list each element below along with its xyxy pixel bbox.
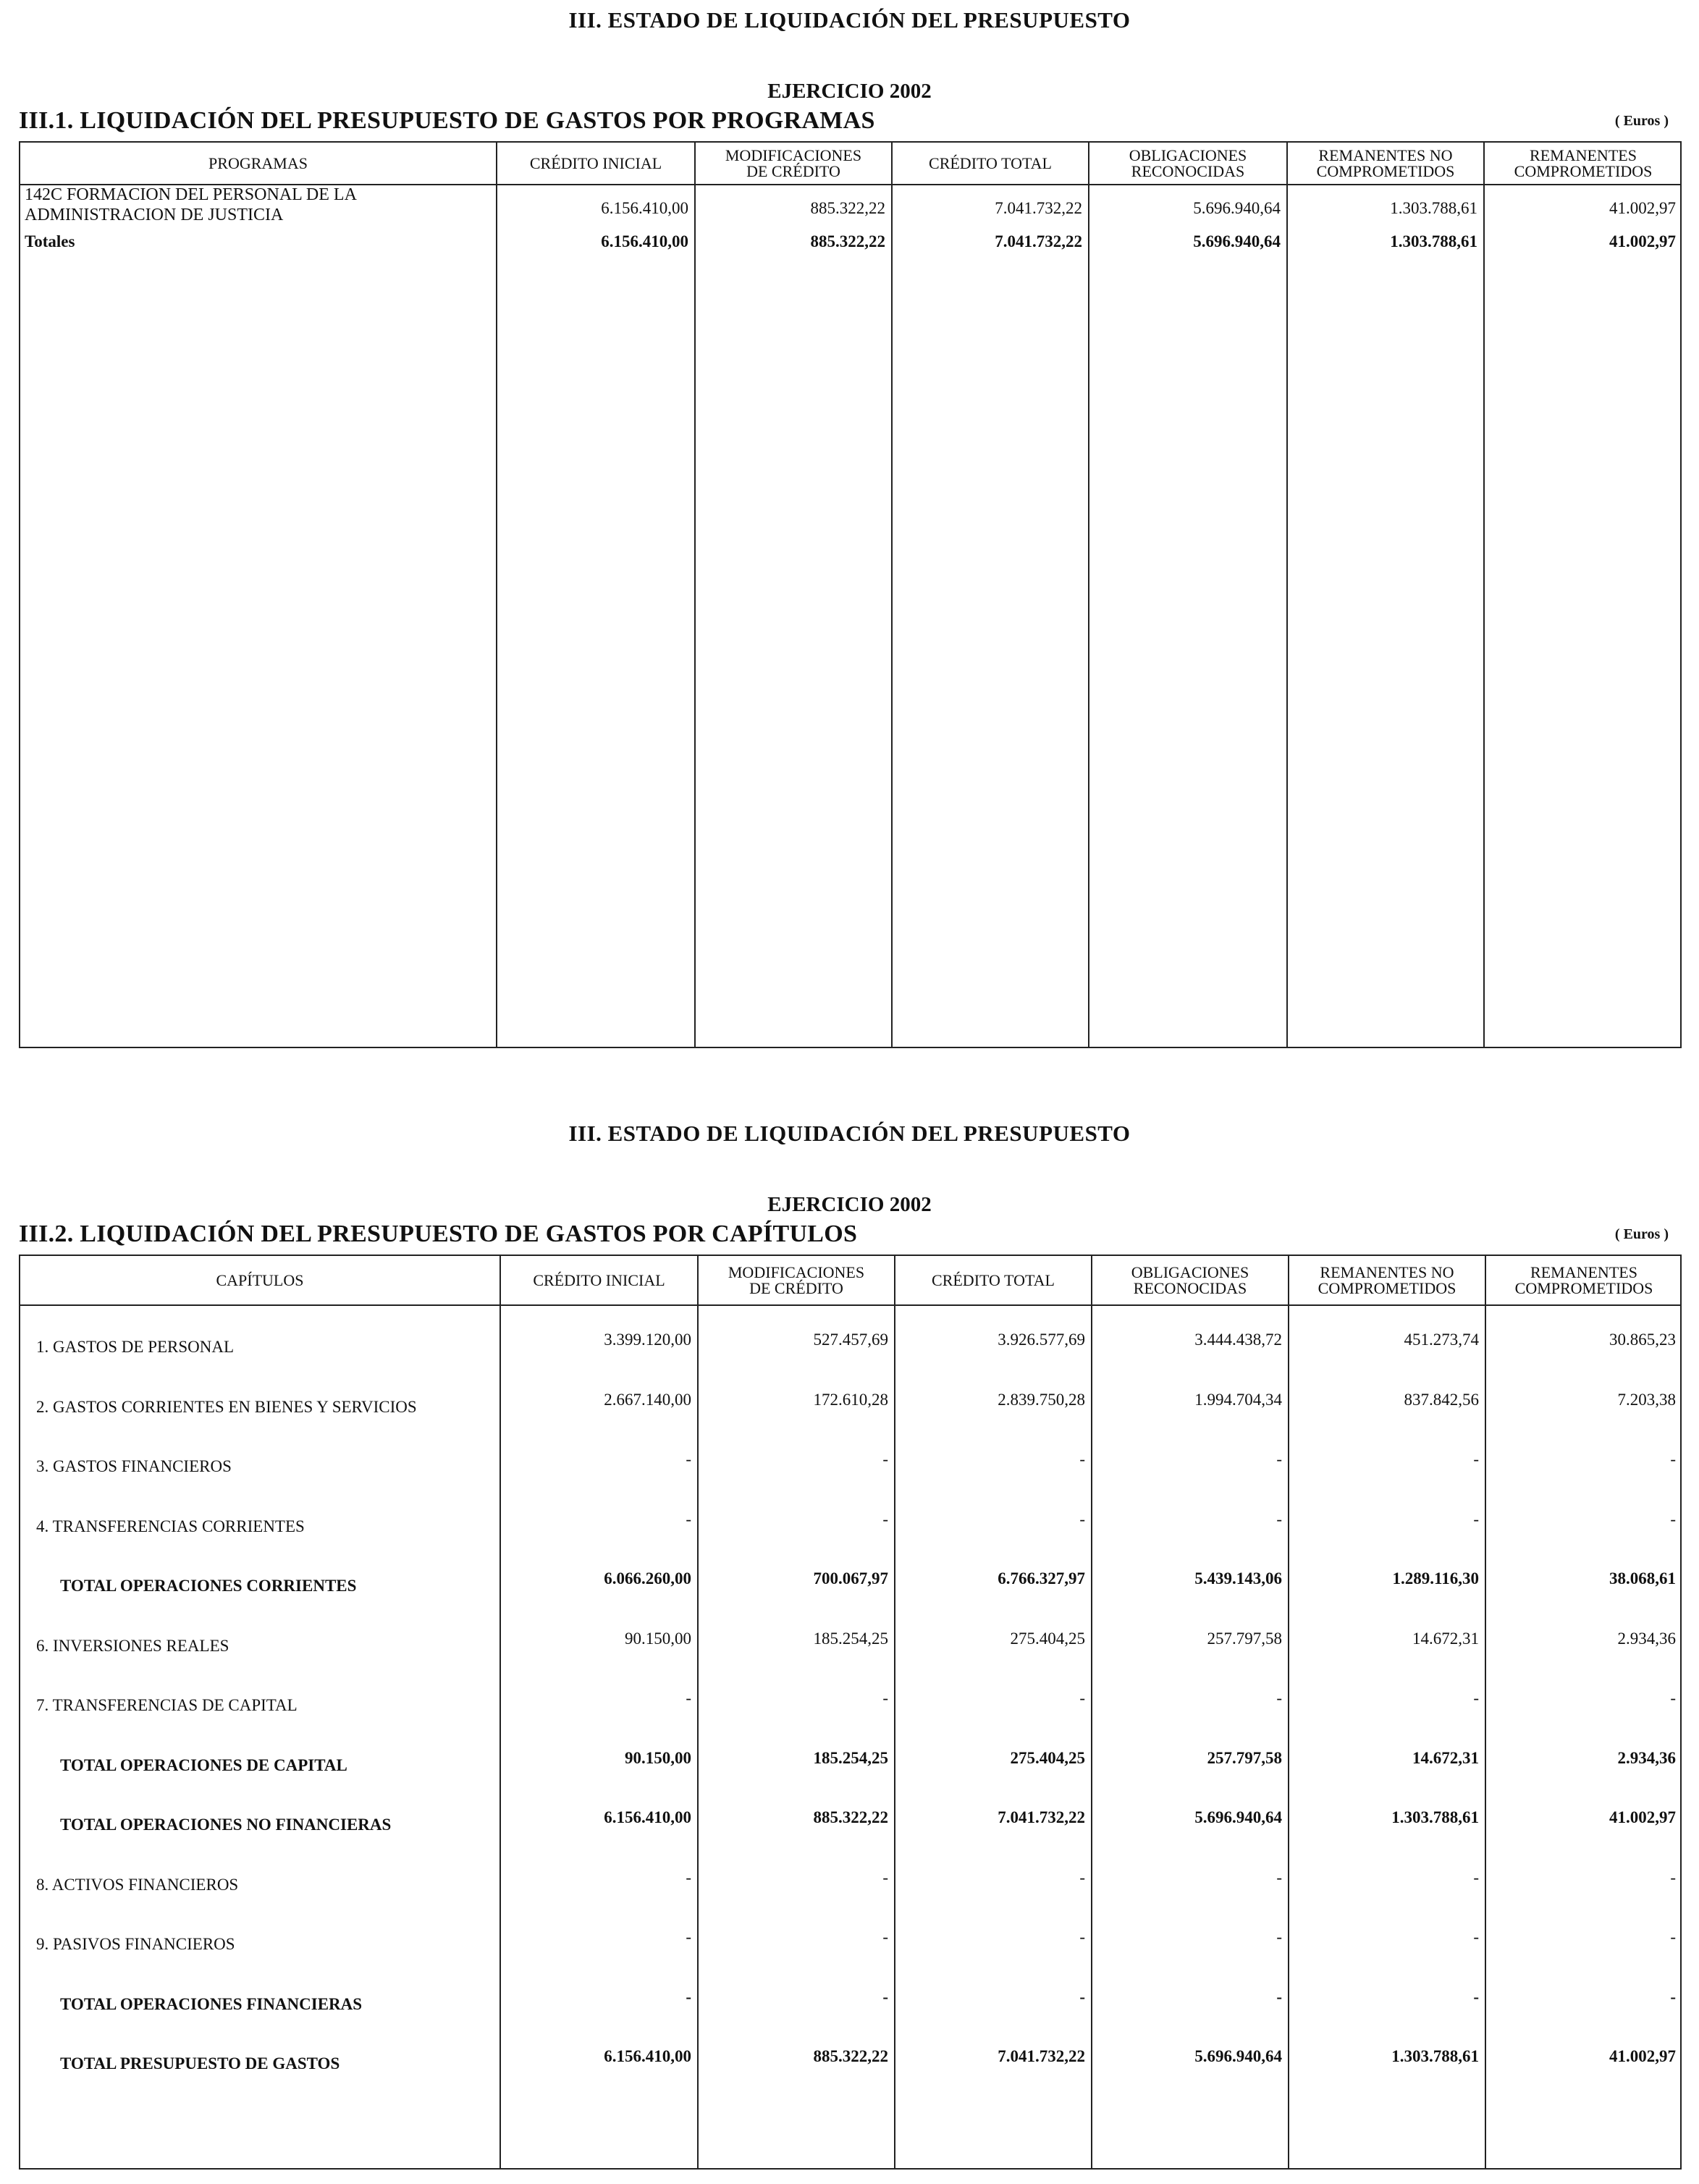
- header-modificaciones: MODIFICACIONES DE CRÉDITO: [728, 1262, 865, 1297]
- section2-main-title: III. ESTADO DE LIQUIDACIÓN DEL PRESUPUESTO: [568, 1121, 1131, 1146]
- cell-value: -: [1670, 1928, 1676, 1946]
- programas-table: [19, 141, 1682, 1048]
- table-row-label: 3. GASTOS FINANCIEROS: [36, 1457, 232, 1475]
- header-modificaciones: MODIFICACIONES DE CRÉDITO: [725, 146, 862, 180]
- cell-value: -: [1473, 1450, 1479, 1468]
- section1-main-title: III. ESTADO DE LIQUIDACIÓN DEL PRESUPUESTO: [568, 7, 1131, 33]
- cell-value: 2.667.140,00: [604, 1390, 691, 1409]
- section2-title: III.2. LIQUIDACIÓN DEL PRESUPUESTO DE GASTOS POR CAPÍTULOS: [19, 1220, 858, 1247]
- cell-value: 3.399.120,00: [604, 1331, 691, 1349]
- cell-value: 3.444.438,72: [1194, 1331, 1282, 1349]
- cell-value: 1.994.704,34: [1194, 1390, 1282, 1409]
- cell-value: -: [1473, 1868, 1479, 1886]
- section2-year: EJERCICIO 2002: [767, 1193, 932, 1216]
- cell-value: -: [1670, 1987, 1676, 2006]
- cell-value: -: [882, 1689, 888, 1707]
- cell-value: 5.696.940,64: [1194, 2047, 1282, 2065]
- row-label-line: ADMINISTRACION DE JUSTICIA: [25, 206, 284, 224]
- cell-value: 275.404,25: [1010, 1748, 1085, 1767]
- cell-value: 185.254,25: [813, 1629, 888, 1648]
- cell-value: 2.839.750,28: [998, 1390, 1085, 1409]
- cell-value: -: [686, 1868, 691, 1886]
- cell-value: -: [1473, 1928, 1479, 1946]
- cell-value: 3.926.577,69: [998, 1331, 1085, 1349]
- cell-value: -: [1079, 1689, 1085, 1707]
- cell-value: 185.254,25: [813, 1748, 888, 1767]
- cell-value: 41.002,97: [1609, 199, 1676, 217]
- cell-value: -: [686, 1987, 691, 2006]
- cell-value: -: [1670, 1509, 1676, 1528]
- cell-value: 700.067,97: [813, 1569, 888, 1588]
- cell-value: -: [1079, 1450, 1085, 1468]
- cell-value: 41.002,97: [1609, 2047, 1676, 2065]
- header-capitulos: CAPÍTULOS: [216, 1270, 304, 1289]
- table-row-label: 2. GASTOS CORRIENTES EN BIENES Y SERVICIOS: [36, 1397, 417, 1416]
- cell-value: -: [1079, 1987, 1085, 2006]
- cell-value: 885.322,22: [810, 232, 885, 250]
- table-row-label: 4. TRANSFERENCIAS CORRIENTES: [36, 1517, 305, 1535]
- cell-value: 257.797,58: [1207, 1629, 1282, 1648]
- cell-value: 14.672,31: [1412, 1629, 1479, 1648]
- header-credito-inicial: CRÉDITO INICIAL: [533, 1270, 665, 1289]
- cell-value: -: [1276, 1689, 1282, 1707]
- cell-value: 7.041.732,22: [998, 2047, 1085, 2065]
- table-row-label: 9. PASIVOS FINANCIEROS: [36, 1935, 235, 1953]
- cell-value: 14.672,31: [1412, 1748, 1479, 1767]
- cell-value: 6.066.260,00: [604, 1569, 691, 1588]
- cell-value: 172.610,28: [813, 1390, 888, 1409]
- cell-value: -: [1079, 1509, 1085, 1528]
- cell-value: 1.289.116,30: [1392, 1569, 1479, 1588]
- header-credito-inicial: CRÉDITO INICIAL: [529, 153, 662, 172]
- cell-value: -: [882, 1509, 888, 1528]
- header-remanentes: REMANENTES COMPROMETIDOS: [1514, 1262, 1653, 1297]
- cell-value: -: [1670, 1450, 1676, 1468]
- cell-value: -: [686, 1928, 691, 1946]
- header-obligaciones: OBLIGACIONES RECONOCIDAS: [1131, 1262, 1249, 1297]
- table-row-label: 7. TRANSFERENCIAS DE CAPITAL: [36, 1696, 298, 1714]
- section1-title: III.1. LIQUIDACIÓN DEL PRESUPUESTO DE GASTOS POR PROGRAMAS: [19, 107, 875, 134]
- cell-value: 1.303.788,61: [1391, 1808, 1479, 1826]
- cell-value: 5.439.143,06: [1194, 1569, 1282, 1588]
- cell-value: 7.041.732,22: [995, 199, 1082, 217]
- cell-value: 90.150,00: [625, 1629, 691, 1648]
- cell-value: -: [686, 1509, 691, 1528]
- section2-units: ( Euros ): [1614, 1226, 1669, 1242]
- header-remanentes: REMANENTES COMPROMETIDOS: [1514, 146, 1653, 180]
- table-row-label: 1. GASTOS DE PERSONAL: [36, 1338, 235, 1356]
- cell-value: 1.303.788,61: [1390, 199, 1477, 217]
- section1-year: EJERCICIO 2002: [767, 80, 932, 103]
- cell-value: 257.797,58: [1207, 1748, 1282, 1767]
- cell-value: 885.322,22: [813, 1808, 888, 1826]
- cell-value: 6.156.410,00: [601, 199, 688, 217]
- cell-value: 527.457,69: [813, 1331, 888, 1349]
- cell-value: 1.303.788,61: [1390, 232, 1477, 250]
- cell-value: 5.696.940,64: [1194, 1808, 1282, 1826]
- cell-value: 5.696.940,64: [1193, 199, 1281, 217]
- cell-value: -: [1276, 1509, 1282, 1528]
- cell-value: 1.303.788,61: [1391, 2047, 1479, 2065]
- capitulos-table: [19, 1255, 1682, 2170]
- cell-value: 885.322,22: [813, 2047, 888, 2065]
- header-remanentes-no: REMANENTES NO COMPROMETIDOS: [1316, 146, 1455, 180]
- table-row-label: TOTAL PRESUPUESTO DE GASTOS: [60, 2054, 340, 2073]
- header-programas: PROGRAMAS: [208, 153, 308, 172]
- cell-value: 7.041.732,22: [995, 232, 1082, 250]
- cell-value: 275.404,25: [1010, 1629, 1085, 1648]
- row-label-line: 142C FORMACION DEL PERSONAL DE LA: [25, 185, 357, 204]
- header-obligaciones: OBLIGACIONES RECONOCIDAS: [1129, 146, 1247, 180]
- cell-value: -: [1473, 1987, 1479, 2006]
- cell-value: 90.150,00: [625, 1748, 691, 1767]
- table-row-label: 8. ACTIVOS FINANCIEROS: [36, 1875, 239, 1894]
- cell-value: -: [1276, 1450, 1282, 1468]
- cell-value: 41.002,97: [1609, 232, 1676, 250]
- cell-value: -: [1079, 1868, 1085, 1886]
- table-row-label: TOTAL OPERACIONES DE CAPITAL: [60, 1755, 347, 1774]
- header-credito-total: CRÉDITO TOTAL: [929, 153, 1052, 172]
- cell-value: -: [882, 1987, 888, 2006]
- cell-value: 6.766.327,97: [998, 1569, 1085, 1588]
- cell-value: -: [882, 1450, 888, 1468]
- cell-value: -: [1670, 1689, 1676, 1707]
- cell-value: 30.865,23: [1609, 1331, 1676, 1349]
- cell-value: 885.322,22: [810, 199, 885, 217]
- cell-value: -: [1276, 1868, 1282, 1886]
- table-row-label: [25, 185, 357, 225]
- cell-value: -: [1473, 1689, 1479, 1707]
- cell-value: 6.156.410,00: [604, 1808, 691, 1826]
- section1-units: ( Euros ): [1614, 113, 1669, 129]
- table-row-label: TOTAL OPERACIONES FINANCIERAS: [60, 1994, 363, 2013]
- table-row-label: TOTAL OPERACIONES CORRIENTES: [60, 1577, 357, 1595]
- cell-value: -: [686, 1689, 691, 1707]
- cell-value: 38.068,61: [1609, 1569, 1676, 1588]
- totals-label: Totales: [25, 232, 75, 250]
- cell-value: -: [686, 1450, 691, 1468]
- cell-value: 837.842,56: [1404, 1390, 1479, 1409]
- cell-value: 2.934,36: [1617, 1748, 1676, 1767]
- table-row-label: 6. INVERSIONES REALES: [36, 1636, 229, 1655]
- table-row-label: TOTAL OPERACIONES NO FINANCIERAS: [60, 1816, 392, 1834]
- cell-value: 6.156.410,00: [604, 2047, 691, 2065]
- cell-value: -: [882, 1868, 888, 1886]
- cell-value: -: [1473, 1509, 1479, 1528]
- cell-value: -: [1670, 1868, 1676, 1886]
- header-remanentes-no: REMANENTES NO COMPROMETIDOS: [1318, 1262, 1456, 1297]
- cell-value: 41.002,97: [1609, 1808, 1676, 1826]
- cell-value: 7.203,38: [1617, 1390, 1676, 1409]
- cell-value: -: [1079, 1928, 1085, 1946]
- cell-value: 5.696.940,64: [1193, 232, 1281, 250]
- cell-value: 451.273,74: [1404, 1331, 1479, 1349]
- cell-value: 7.041.732,22: [998, 1808, 1085, 1826]
- cell-value: 2.934,36: [1617, 1629, 1676, 1648]
- cell-value: -: [1276, 1928, 1282, 1946]
- cell-value: -: [1276, 1987, 1282, 2006]
- cell-value: 6.156.410,00: [601, 232, 688, 250]
- cell-value: -: [882, 1928, 888, 1946]
- header-credito-total: CRÉDITO TOTAL: [932, 1270, 1055, 1289]
